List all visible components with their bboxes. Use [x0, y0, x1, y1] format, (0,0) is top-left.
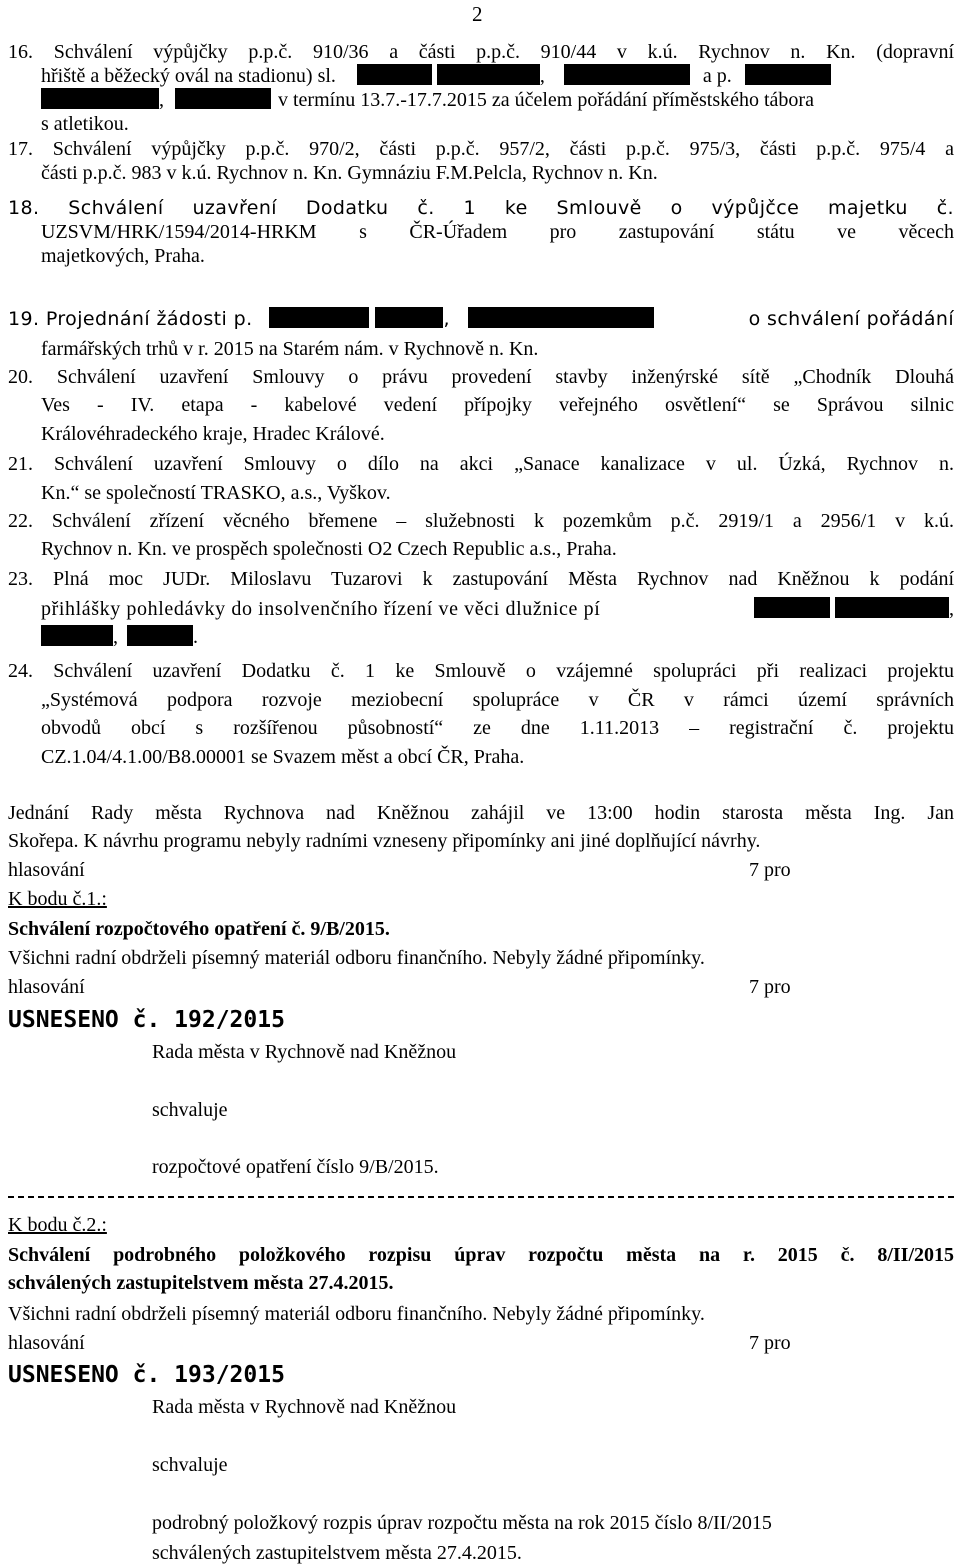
- agenda-item-24-line-4: CZ.1.04/4.1.00/B8.00001 se Svazem měst a obcí ČR, Praha.: [41, 746, 525, 768]
- agenda-item-17-line-2: části p.p.č. 983 v k.ú. Rychnov n. Kn. Gymnáziu F.M.Pelcla, Rychnov n. Kn.: [41, 162, 658, 184]
- redaction-bar: [468, 307, 654, 328]
- redaction-bar: [269, 307, 369, 328]
- section-1-note: Všichni radní obdrželi písemný materiál odboru finančního. Nebyly žádné připomínky.: [8, 947, 705, 969]
- agenda-item-16-line-2: [41, 64, 831, 88]
- vote-label: hlasování: [8, 859, 85, 881]
- agenda-item-20-line-2: Ves - IV. etapa - kabelové vedení přípojky veřejného osvětlení“ se Správou silnic: [41, 394, 954, 416]
- resolution-192-text: rozpočtové opatření číslo 9/B/2015.: [152, 1156, 439, 1178]
- intro-line-2: Skořepa. K návrhu programu nebyly radními vzneseny připomínky ani jiné doplňující návrhy.: [8, 830, 761, 852]
- section-1-title: Schválení rozpočtového opatření č. 9/B/2015.: [8, 918, 390, 940]
- agenda-item-19-text: o schválení pořádání: [748, 308, 954, 330]
- redaction-bar: [41, 88, 159, 109]
- redaction-bar: [41, 625, 113, 646]
- resolution-192-body: Rada města v Rychnově nad Kněžnou: [152, 1041, 457, 1063]
- agenda-item-20-line-1: 20. Schválení uzavření Smlouvy o právu provedení stavby inženýrské sítě „Chodník Dlouhá: [8, 366, 954, 388]
- resolution-193-text-line-1: podrobný položkový rozpis úprav rozpočtu města na rok 2015 číslo 8/II/2015: [152, 1512, 772, 1534]
- agenda-item-22-line-2: Rychnov n. Kn. ve prospěch společnosti O2 Czech Republic a.s., Praha.: [41, 538, 617, 560]
- agenda-item-21-line-1: 21. Schválení uzavření Smlouvy o dílo na akci „Sanace kanalizace v ul. Úzká, Rychnov n.: [8, 453, 954, 475]
- separator-line: [8, 1196, 954, 1198]
- resolution-193-body: Rada města v Rychnově nad Kněžnou: [152, 1396, 457, 1418]
- section-2-note: Všichni radní obdrželi písemný materiál odboru finančního. Nebyly žádné připomínky.: [8, 1303, 705, 1325]
- redaction-bar: [835, 597, 949, 618]
- vote-label: hlasování: [8, 1332, 85, 1354]
- agenda-item-23-line-3: [41, 625, 198, 649]
- vote-label: hlasování: [8, 976, 85, 998]
- agenda-item-18-line-3: majetkových, Praha.: [41, 245, 205, 267]
- punctuation: ,: [539, 65, 545, 87]
- agenda-item-22-line-1: 22. Schválení zřízení věcného břemene – služebnosti k pozemkům p.č. 2919/1 a 2956/1 v k.ú.: [8, 510, 954, 532]
- agenda-item-16-text: hřiště a běžecký ovál na stadionu) sl.: [41, 65, 336, 87]
- resolution-193-text-line-2: schválených zastupitelstvem města 27.4.2015.: [152, 1542, 522, 1564]
- agenda-item-24-line-3: obvodů obcí s rozšířenou působností“ ze dne 1.11.2013 – registrační č. projektu: [41, 717, 954, 739]
- redaction-bar: [375, 307, 443, 328]
- agenda-item-23-text: přihlášky pohledávky do insolvenčního řízení ve věci dlužnice pí: [41, 598, 601, 620]
- agenda-item-16-text: v termínu 13.7.-17.7.2015 za účelem pořádání příměstského tábora: [278, 89, 814, 111]
- redaction-bar: [437, 64, 540, 85]
- agenda-item-20-line-3: Královéhradeckého kraje, Hradec Králové.: [41, 423, 385, 445]
- resolution-193: USNESENO č. 193/2015: [8, 1362, 285, 1388]
- agenda-item-16-text: a p.: [702, 65, 732, 87]
- agenda-item-24-line-1: 24. Schválení uzavření Dodatku č. 1 ke Smlouvě o vzájemné spolupráci při realizaci projektu: [8, 660, 954, 682]
- agenda-item-23-redacted-name: [754, 597, 954, 621]
- punctuation: ,: [159, 89, 164, 111]
- agenda-item-19-line-2: farmářských trhů v r. 2015 na Starém nám. v Rychnově n. Kn.: [41, 338, 539, 360]
- intro-line-1: Jednání Rady města Rychnova nad Kněžnou zahájil ve 13:00 hodin starosta města Ing. Jan: [8, 802, 954, 824]
- section-2-title-line-2: schválených zastupitelstvem města 27.4.2015.: [8, 1272, 394, 1294]
- vote-result: 7 pro: [749, 1332, 791, 1354]
- redaction-bar: [127, 625, 193, 646]
- punctuation: ,: [443, 308, 450, 330]
- page-number: 2: [472, 2, 483, 26]
- redaction-bar: [745, 64, 831, 85]
- agenda-item-18-line-2: UZSVM/HRK/1594/2014-HRKM s ČR-Úřadem pro zastupování státu ve věcech: [41, 221, 954, 243]
- agenda-item-16-line-4: s atletikou.: [41, 113, 129, 135]
- section-2-title-line-1: Schválení podrobného položkového rozpisu úprav rozpočtu města na r. 2015 č. 8/II/2015: [8, 1244, 954, 1266]
- agenda-item-19-line-1: [8, 307, 954, 331]
- resolution-192: USNESENO č. 192/2015: [8, 1007, 285, 1033]
- punctuation: .: [193, 626, 198, 648]
- agenda-item-18-line-1: 18. Schválení uzavření Dodatku č. 1 ke Smlouvě o výpůjčce majetku č.: [8, 197, 954, 219]
- agenda-item-17-line-1: 17. Schválení výpůjčky p.p.č. 970/2, části p.p.č. 957/2, části p.p.č. 975/3, části p.p.č. 975/4 a: [8, 138, 954, 160]
- agenda-item-16-line-1: 16. Schválení výpůjčky p.p.č. 910/36 a části p.p.č. 910/44 v k.ú. Rychnov n. Kn. (dopravní: [8, 41, 954, 63]
- redaction-bar: [754, 597, 830, 618]
- resolution-193-verb: schvaluje: [152, 1454, 228, 1476]
- punctuation: ,: [113, 626, 118, 648]
- section-2-heading: K bodu č.2.:: [8, 1214, 107, 1236]
- redaction-bar: [175, 88, 271, 109]
- agenda-item-19-text: 19. Projednání žádosti p.: [8, 308, 253, 330]
- vote-result: 7 pro: [749, 976, 791, 998]
- agenda-item-23-line-2: [41, 597, 954, 621]
- agenda-item-16-line-3: [41, 88, 814, 112]
- vote-result: 7 pro: [749, 859, 791, 881]
- punctuation: ,: [949, 598, 954, 620]
- redaction-bar: [564, 64, 690, 85]
- agenda-item-23-line-1: 23. Plná moc JUDr. Miloslavu Tuzarovi k zastupování Města Rychnov nad Kněžnou k podání: [8, 568, 954, 590]
- agenda-item-21-line-2: Kn.“ se společností TRASKO, a.s., Vyškov.: [41, 482, 391, 504]
- agenda-item-24-line-2: „Systémová podpora rozvoje meziobecní spolupráce v ČR v rámci území správních: [41, 689, 954, 711]
- resolution-192-verb: schvaluje: [152, 1099, 228, 1121]
- redaction-bar: [357, 64, 432, 85]
- section-1-heading: K bodu č.1.:: [8, 888, 107, 910]
